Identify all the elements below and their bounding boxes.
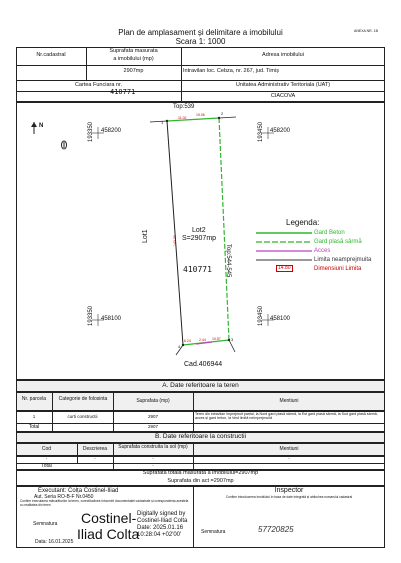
cadastral-label: Nr.cadastral <box>36 52 66 58</box>
section-b-row-area: - <box>152 456 154 461</box>
executant-note: Confirm executarea măsurătorilor la teren, corectitudinea întocmirii documentației cadastrale și corespondența acesteia cu realitatea din teren <box>20 499 189 507</box>
section-b-row-cod: - <box>45 456 48 461</box>
grid-y-top-left: 458200 <box>101 128 122 134</box>
legend-dim-sample: 14.80 <box>278 265 291 271</box>
section-a-title: A. Date referitoare la teren <box>162 382 239 389</box>
executant-line1: Executant: Colța Costinel-Iliad <box>38 488 119 494</box>
grid-x-bottom-right: 193450 <box>258 305 264 326</box>
grid-x-top-left: 193350 <box>88 121 94 142</box>
address-value: Intravilan loc. Cebza, nr. 267, jud. Timiș <box>183 68 279 74</box>
date-label: Data: 16.01.2025 <box>35 539 74 545</box>
uat-value: CIACOVA <box>270 93 296 99</box>
section-b-title: B. Date referitoare la constructii <box>154 433 247 440</box>
section-a-row-note: Teren din intravilan împrejmuit parțial, la Nord gard plasă sârmă, la Est gard plasă sârmă, la Sud gard plasă sârmă, acces și gard beton, la Vest limită neîmprejmuită <box>195 412 378 421</box>
executant-line2: Aut. Seria RO-B-F Nr.0450 <box>34 494 94 500</box>
east-fence-line <box>219 118 229 340</box>
inspector-semnatura: Semnatura <box>201 529 226 535</box>
point-2-label: 2 <box>221 111 224 116</box>
legend-item-gard-plasa: Gard plasă sârmă <box>314 239 362 245</box>
section-a-total-value: 2907 <box>147 424 158 429</box>
summary-line1: Suprafata totala masurata a imobilului=2907mp <box>142 470 259 476</box>
map-label-cad: Cad.406944 <box>184 361 223 368</box>
map-label-cf: 410771 <box>183 265 212 274</box>
map-label-lot1: Lot1 <box>142 229 149 243</box>
page-title: Plan de amplasament și delimitare a imobilului <box>118 28 283 37</box>
section-a-header-nr: Nr. parcela <box>21 396 47 402</box>
inspector-note: Confirm introducerea imobilului în baza de date integrată și atribuirea numarului cadastral <box>225 495 353 499</box>
annex-label: ANEXA NR. 1B <box>354 29 378 33</box>
semnatura-label: Semnatura <box>33 521 58 527</box>
section-a-header-cat: Categorie de folosinta <box>58 396 108 402</box>
legend-item-limita: Limita neamprejmuita <box>314 257 372 263</box>
page-scale: Scara 1: 1000 <box>175 37 226 46</box>
map-label-top: Top:539 <box>173 104 195 110</box>
cf-label: Cartea Funciara nr. <box>74 82 123 88</box>
inspector-stamp: 57720825 <box>258 525 294 534</box>
digital-sign-line3: Date: 2025.01.16 <box>137 525 184 531</box>
digital-sign-line4: 10:28:04 +02'00' <box>137 532 182 538</box>
dim-left: 143.30 <box>173 235 177 246</box>
legend-title: Legenda: <box>286 218 320 227</box>
dim-bottom-c: 10.57 <box>212 337 221 341</box>
map-label-lot2: Lot2 <box>192 227 206 234</box>
legend-item-acces: Acces <box>314 248 331 254</box>
point-4-label: 4 <box>178 344 181 349</box>
digital-sign-line2: Costinel-Iliad Colta <box>137 518 188 524</box>
grid-x-bottom-left: 193350 <box>88 305 94 326</box>
legend-item-dimensiuni: Dimensiuni Limita <box>314 266 362 272</box>
section-b-row-note: - <box>288 456 290 461</box>
area-value: 2907mp <box>123 68 144 74</box>
grid-y-top-right: 458200 <box>270 128 291 134</box>
section-b-header-desc: Descrierea <box>82 446 108 452</box>
inspector-title: Inspector <box>274 487 304 494</box>
section-b-header-note: Mentiuni <box>279 446 299 452</box>
dim-bottom-a: 6.24 <box>184 339 191 343</box>
cf-value: 410771 <box>110 88 136 96</box>
section-b-total-label: Total <box>41 463 52 469</box>
grid-y-bottom-left: 458100 <box>101 316 122 322</box>
section-a-header-note: Mentiuni <box>279 398 299 404</box>
dim-top-b: 19.06 <box>196 113 205 117</box>
section-b-header-cod: Cod <box>41 446 52 452</box>
map-label-area: S=2907mp <box>182 235 217 242</box>
area-label-line1: Suprafata masurata <box>109 48 158 54</box>
section-b-row-desc: - <box>94 456 96 461</box>
north-fence-line <box>167 118 219 121</box>
section-a-row-area: 2907 <box>147 414 158 419</box>
section-a-row-nr: 1 <box>32 414 36 419</box>
dim-top-a: 11.02 <box>178 116 187 120</box>
point-3-label: 3 <box>231 337 234 342</box>
uat-label: Unitatea Administrativ Teritoriala (UAT) <box>235 82 331 88</box>
signature-name-line2: Iliad Colta <box>77 526 140 542</box>
grid-x-top-right: 193450 <box>258 121 264 142</box>
legend-item-gard-beton: Gard Beton <box>314 230 345 236</box>
section-a-header-area: Suprafata (mp) <box>136 398 170 404</box>
address-label: Adresa imobilului <box>262 52 304 58</box>
north-label: N <box>39 123 44 129</box>
section-b-total-value: - <box>152 463 154 468</box>
signature-name-line1: Costinel- <box>81 510 137 526</box>
grid-y-bottom-right: 458100 <box>270 316 291 322</box>
map-label-top-right: Top:544-545 <box>225 244 231 278</box>
summary-line2: Suprafata din act =2907mp <box>167 478 234 484</box>
section-a-row-cat: curti constructii <box>67 414 98 419</box>
section-b-header-area: Suprafata construita la sol (mp) <box>118 444 188 450</box>
legend-symbols <box>256 228 312 286</box>
section-a-total-label: Total <box>28 424 40 430</box>
west-limit-line <box>167 121 183 345</box>
digital-sign-line1: Digitally signed by <box>137 511 186 517</box>
point-1-label: 1 <box>161 120 164 125</box>
dim-bottom-b: 2.44 <box>199 338 206 342</box>
area-label-line2: a imobilului (mp) <box>113 56 154 62</box>
